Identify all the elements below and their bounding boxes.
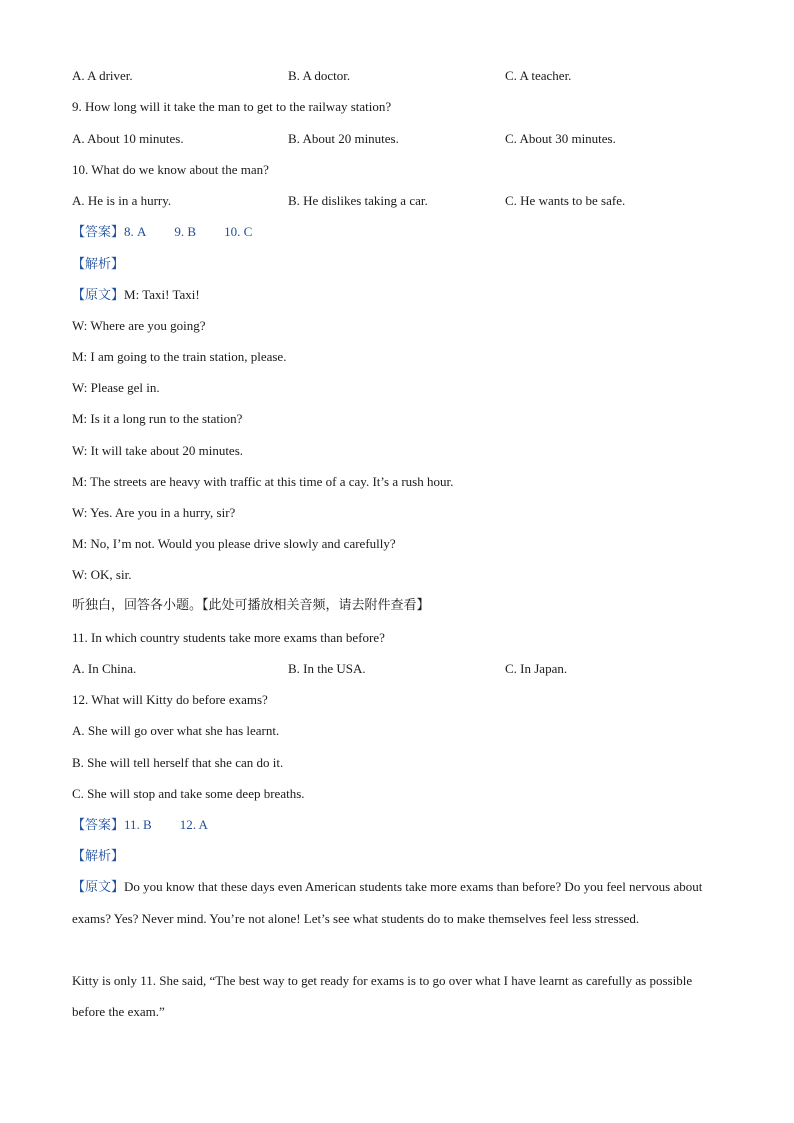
passage-paragraph-1: 【原文】Do you know that these days even American students take more exams than before? Do you feel nervous about exams? Yes? Never mind. You’re not alone! Let’s see what students do to make themselves feel less stressed.	[72, 879, 703, 927]
q11-option-c: C. In Japan.	[505, 661, 568, 676]
dialogue-line: M: The streets are heavy with traffic at this time of a cay. It’s a rush hour.	[72, 474, 454, 489]
original-label: 【原文】	[72, 880, 125, 895]
q9-option-c: C. About 30 minutes.	[505, 131, 616, 146]
analysis-heading-1: 【解析】	[72, 257, 125, 272]
answer-label: 【答案】	[72, 225, 125, 240]
q12-question: 12. What will Kitty do before exams?	[72, 692, 268, 707]
answer-value: 10. C	[224, 224, 253, 239]
q10-question: 10. What do we know about the man?	[72, 162, 269, 177]
dialogue-line: W: Please gel in.	[72, 380, 160, 395]
answer-value: 11. B	[124, 817, 152, 832]
answer-line-2	[72, 817, 236, 834]
q12-option-a: A. She will go over what she has learnt.	[72, 723, 280, 738]
dialogue-line: M: Is it a long run to the station?	[72, 411, 243, 426]
q8-option-a: A. A driver.	[72, 68, 133, 83]
passage-paragraph-2: Kitty is only 11. She said, “The best way to get ready for exams is to go over what I have learnt as carefully as possible before the exam.”	[72, 973, 693, 1020]
dialogue-line: W: Where are you going?	[72, 318, 206, 333]
answer-value: 12. A	[179, 817, 208, 832]
q10-option-b: B. He dislikes taking a car.	[288, 193, 428, 208]
answer-value: 9. B	[174, 224, 197, 239]
q9-option-b: B. About 20 minutes.	[288, 131, 399, 146]
q8-option-c: C. A teacher.	[505, 68, 572, 83]
q12-option-c: C. She will stop and take some deep breaths.	[72, 786, 305, 801]
q11-question: 11. In which country students take more exams than before?	[72, 630, 385, 645]
q11-option-b: B. In the USA.	[288, 661, 366, 676]
original-label: 【原文】	[72, 288, 125, 303]
dialogue-line: W: Yes. Are you in a hurry, sir?	[72, 505, 236, 520]
dialogue-line: M: No, I’m not. Would you please drive slowly and carefully?	[72, 536, 396, 551]
monologue-heading: 听独白，回答各小题。【此处可播放相关音频，请去附件查看】	[72, 598, 430, 613]
answer-line-1	[72, 224, 280, 241]
q10-option-a: A. He is in a hurry.	[72, 193, 172, 208]
dialogue-line: W: It will take about 20 minutes.	[72, 443, 244, 458]
answer-value: 8. A	[124, 224, 147, 239]
q12-option-b: B. She will tell herself that she can do it.	[72, 755, 284, 770]
q11-option-a: A. In China.	[72, 661, 137, 676]
q9-question: 9. How long will it take the man to get to the railway station?	[72, 99, 392, 114]
answer-label: 【答案】	[72, 818, 125, 833]
dialogue-line: 【原文】M: Taxi! Taxi!	[72, 287, 200, 303]
q8-option-b: B. A doctor.	[288, 68, 351, 83]
q9-option-a: A. About 10 minutes.	[72, 131, 184, 146]
q10-option-c: C. He wants to be safe.	[505, 193, 626, 208]
dialogue-line: M: I am going to the train station, please.	[72, 349, 287, 364]
analysis-heading-2: 【解析】	[72, 849, 125, 864]
dialogue-line: W: OK, sir.	[72, 567, 132, 582]
